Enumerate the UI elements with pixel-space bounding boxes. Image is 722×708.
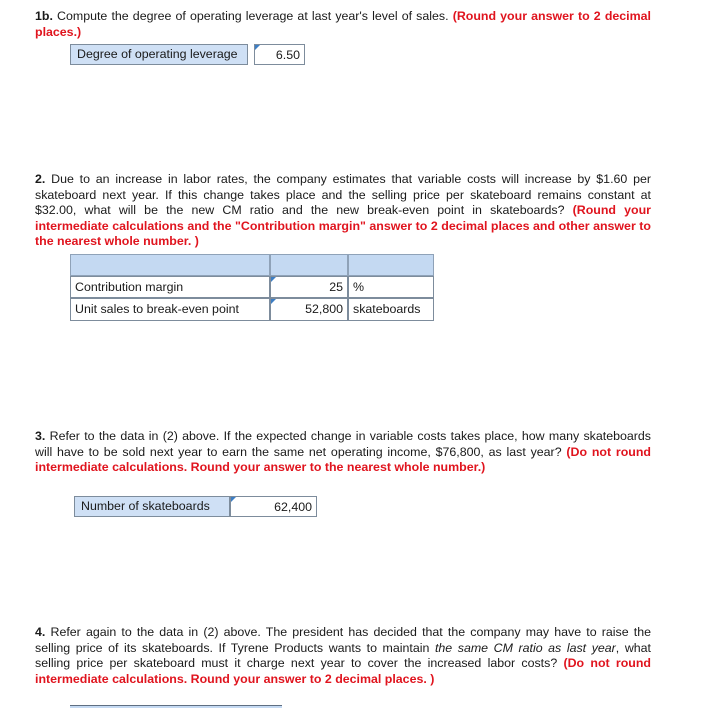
contribution-margin-input[interactable]: 25: [270, 276, 348, 298]
table-header-cell: [270, 254, 348, 276]
number-of-skateboards-label: Number of skateboards: [74, 496, 230, 517]
question-2-text: [35, 172, 651, 250]
question-emphasis: the same CM ratio as last year: [434, 640, 616, 655]
number-of-skateboards-input[interactable]: 62,400: [230, 496, 317, 517]
question-3-text: [35, 429, 651, 476]
question-body: Refer to the data in (2) above. If the expected change in variable costs takes place, how many skateboards will have to be sold next year to earn the same net operating income, $76,800, as last year?: [35, 429, 651, 459]
contribution-margin-label: Contribution margin: [70, 276, 270, 298]
rounding-instruction: (Do not round intermediate calculations. Round your answer to the nearest whole number.): [35, 444, 651, 474]
answer-marker-icon: [255, 45, 260, 50]
degree-of-operating-leverage-input[interactable]: 6.50: [254, 44, 305, 65]
break-even-units-label: Unit sales to break-even point: [70, 298, 270, 321]
question-body: Refer again to the data in (2) above. The president has decided that the company may have to raise the selling price of its skateboards. If Tyrene Products wants to maintain: [35, 625, 651, 655]
question-number: 1b.: [35, 9, 53, 23]
skateboards-unit: skateboards: [348, 298, 434, 321]
question-body: Due to an increase in labor rates, the company estimates that variable costs will increase by $1.60 per skateboard next year. If this change takes place and the selling price per skateboard remains constant at $32.00, what will be the new CM ratio and the new break-even point in skateboards?: [35, 172, 651, 217]
answer-marker-icon: [271, 299, 276, 304]
degree-of-operating-leverage-label: Degree of operating leverage: [70, 44, 248, 65]
rounding-instruction: (Round your intermediate calculations and the "Contribution margin" answer to 2 decimal places and other answer to the nearest whole number. ): [35, 203, 651, 248]
question-number: 4.: [35, 625, 46, 639]
answer-marker-icon: [231, 497, 236, 502]
question-number: 2.: [35, 172, 46, 186]
percent-unit: %: [348, 276, 434, 298]
table-header-cell: [348, 254, 434, 276]
rounding-instruction: (Round your answer to 2 decimal places.): [35, 9, 651, 39]
break-even-units-input[interactable]: 52,800: [270, 298, 348, 321]
table-header-cell: [70, 254, 270, 276]
question-number: 3.: [35, 429, 46, 443]
question-body-continued: , what selling price per skateboard must it charge next year to cover the increased labor costs?: [35, 640, 651, 670]
question-1b-text: [35, 9, 651, 40]
rounding-instruction: (Do not round intermediate calculations. Round your answer to 2 decimal places. ): [35, 656, 651, 686]
answer-marker-icon: [271, 277, 276, 282]
question-4-text: [35, 625, 651, 687]
question-body: Compute the degree of operating leverage at last year's level of sales.: [52, 9, 453, 23]
